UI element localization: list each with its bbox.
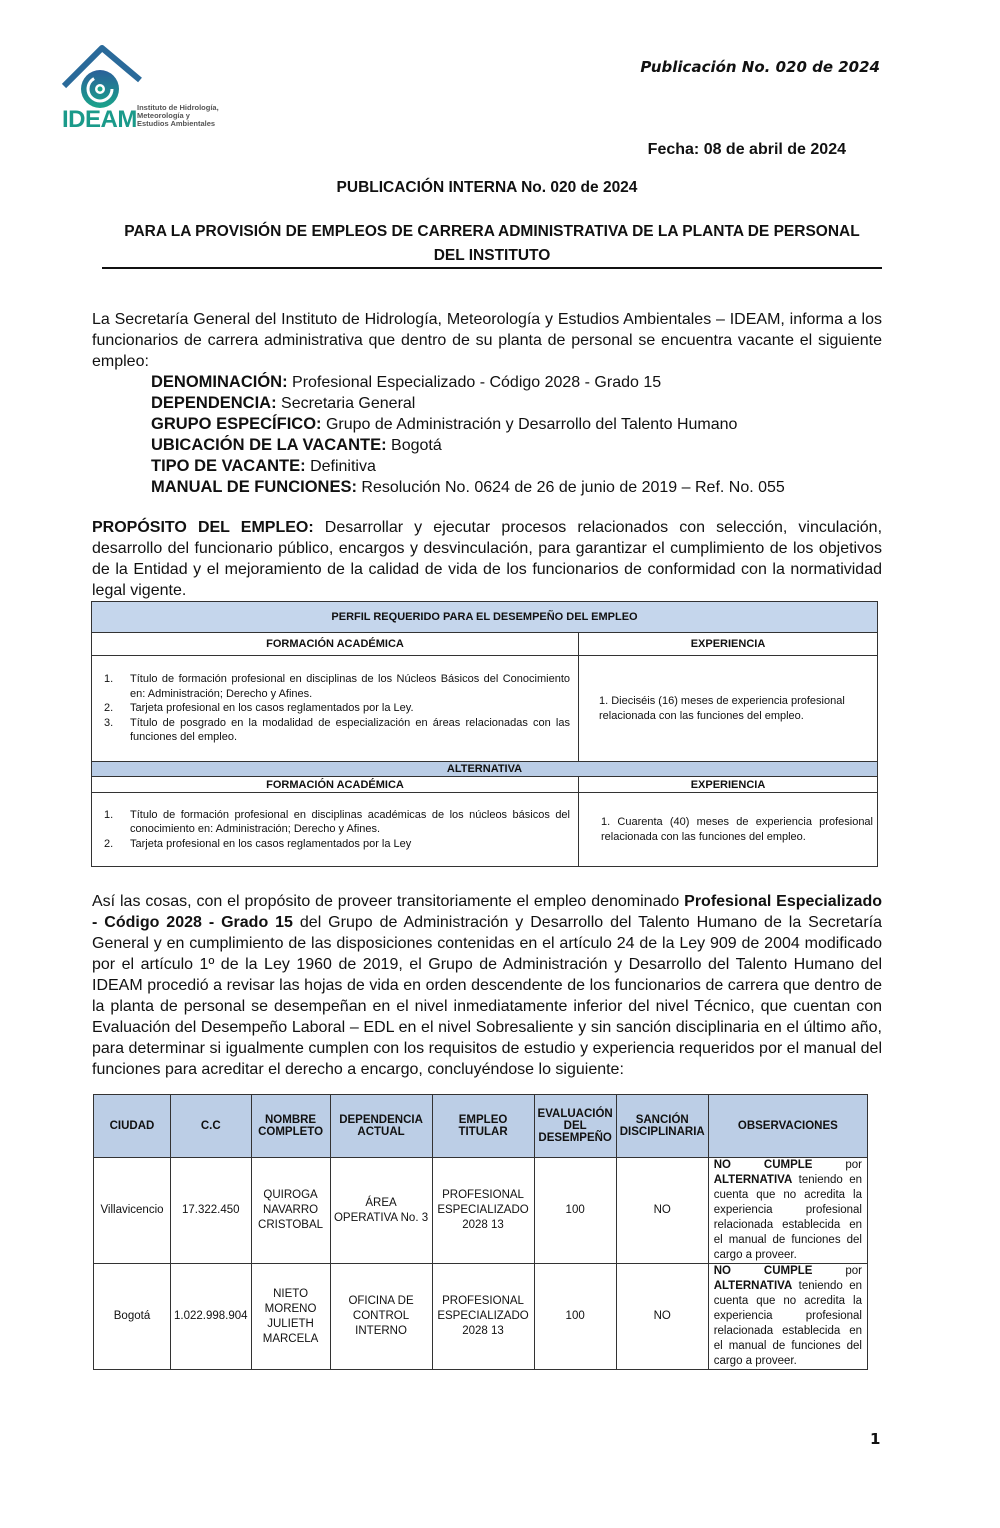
header-sancion: SANCIÓN DISCIPLINARIA: [616, 1095, 708, 1158]
field-dependencia: DEPENDENCIA: Secretaria General: [151, 394, 416, 412]
publication-number: Publicación No. 020 de 2024: [640, 58, 880, 76]
header-observaciones: OBSERVACIONES: [708, 1095, 867, 1158]
header-empleo: EMPLEO TITULAR: [432, 1095, 534, 1158]
cell-empleo: PROFESIONAL ESPECIALIZADO 2028 13: [432, 1264, 534, 1370]
experiencia-cell: 1. Dieciséis (16) meses de experiencia profesional relacionada con las funciones del empleo.: [579, 656, 878, 762]
alt-formacion-item: 2. Tarjeta profesional en los casos reglamentados por la Ley: [104, 837, 412, 850]
header-nombre: NOMBRE COMPLETO: [251, 1095, 330, 1158]
field-tipo: TIPO DE VACANTE: Definitiva: [151, 457, 376, 475]
alt-formacion-item: 1. Título de formación profesional en disciplinas académicas de los núcleos básicos del conocimiento en: Administración; Derecho y Afines.: [104, 808, 570, 836]
formacion-cell: [92, 656, 579, 762]
cell-observaciones: NO CUMPLE por ALTERNATIVA teniendo en cuenta que no acredita la experiencia profesional relacionada establecida en el manual de funciones del cargo a proveer.: [708, 1158, 867, 1264]
cell-evaluacion: 100: [534, 1158, 616, 1264]
formacion-item: 1. Título de formación profesional en disciplinas de los Núcleos Básicos del Conocimiento en: Administración; Derecho y Afines.: [104, 673, 570, 700]
purpose-paragraph: PROPÓSITO DEL EMPLEO: Desarrollar y ejecutar procesos relacionados con selección, vinculación, desarrollo del funcionario público, encargos y desvinculación, para garantizar el cumplimiento de los objetivos de la Entidad y el mejoramiento de la calidad de vida de los funcionarios de conformidad con la normatividad legal vigente.: [92, 519, 883, 599]
page-number: 1: [870, 1430, 881, 1448]
cell-ciudad: Bogotá: [94, 1264, 171, 1370]
cell-dependencia: ÁREA OPERATIVA No. 3: [330, 1158, 432, 1264]
header-ciudad: CIUDAD: [94, 1095, 171, 1158]
profile-table: [91, 601, 878, 867]
logo-subtitle: Instituto de Hidrología, Meteorología y Estudios Ambientales: [137, 103, 219, 128]
cell-evaluacion: 100: [534, 1264, 616, 1370]
cell-cc: 17.322.450: [171, 1158, 252, 1264]
table-row: [94, 1158, 868, 1264]
alt-col-formacion: FORMACIÓN ACADÉMICA: [92, 777, 579, 793]
alternativa-label: ALTERNATIVA: [92, 762, 878, 777]
field-ubicacion: UBICACIÓN DE LA VACANTE: Bogotá: [151, 436, 442, 454]
cell-dependencia: OFICINA DE CONTROL INTERNO: [330, 1264, 432, 1370]
candidates-header-row: [94, 1095, 868, 1158]
cell-sancion: NO: [616, 1158, 708, 1264]
document-title: PUBLICACIÓN INTERNA No. 020 de 2024: [336, 179, 638, 196]
header-dependencia: DEPENDENCIA ACTUAL: [330, 1095, 432, 1158]
field-grupo: GRUPO ESPECÍFICO: Grupo de Administración y Desarrollo del Talento Humano: [151, 415, 738, 433]
cell-nombre: QUIROGA NAVARRO CRISTOBAL: [251, 1158, 330, 1264]
table-row: [94, 1264, 868, 1370]
header-cc: C.C: [171, 1095, 252, 1158]
ideam-logo: [60, 44, 230, 134]
title-divider: [102, 267, 882, 269]
review-paragraph: Así las cosas, con el propósito de proveer transitoriamente el empleo denominado Profesional Especializado - Código 2028 - Grado 15 del Grupo de Administración y Desarrollo del Talento Humano de la Secretaría General y en cumplimiento de las disposiciones contenidas en el artículo 24 de la Ley 909 de 2004 modificado por el artículo 1º de la Ley 1960 de 2019, el Grupo de Administración y Desarrollo del Talento Humano del IDEAM procedió a revisar las hojas de vida en orden descendente de los funcionarios de carrera que dentro de la planta de personal se desempeñan en el nivel inmediatamente inferior del nivel Técnico, que cuentan con Evaluación del Desempeño Laboral – EDL en el nivel Sobresaliente y sin sanción disciplinaria en el último año, para determinar si igualmente cumplen con los requisitos de estudio y experiencia requeridos por el manual del funciones para acreditar el derecho a encargo, concluyéndose lo siguiente:: [92, 893, 882, 1078]
publication-date: Fecha: 08 de abril de 2024: [647, 141, 846, 158]
header-evaluacion: EVALUACIÓN DEL DESEMPEÑO: [534, 1095, 616, 1158]
formacion-item: 3. Título de posgrado en la modalidad de especialización en áreas relacionadas con las funciones del empleo.: [104, 716, 570, 744]
field-manual: MANUAL DE FUNCIONES: Resolución No. 0624 de 26 de junio de 2019 – Ref. No. 055: [151, 478, 785, 496]
alt-col-experiencia: EXPERIENCIA: [579, 777, 878, 793]
alt-experiencia-cell: 1. Cuarenta (40) meses de experiencia profesional relacionada con las funciones del empleo.: [579, 793, 878, 867]
vacancy-fields: [151, 372, 785, 498]
cell-nombre: NIETO MORENO JULIETH MARCELA: [251, 1264, 330, 1370]
intro-paragraph: La Secretaría General del Instituto de Hidrología, Meteorología y Estudios Ambientales – IDEAM, informa a los funcionarios de carrera administrativa que dentro de su planta de personal se encuentra vacante el siguiente empleo:: [92, 311, 882, 370]
cell-ciudad: Villavicencio: [94, 1158, 171, 1264]
logo-wordmark: IDEAM: [62, 106, 137, 133]
cell-observaciones: NO CUMPLE por ALTERNATIVA teniendo en cuenta que no acredita la experiencia profesional relacionada establecida en el manual de funciones del cargo a proveer.: [708, 1264, 867, 1370]
field-denominacion: DENOMINACIÓN: Profesional Especializado - Código 2028 - Grado 15: [151, 373, 662, 391]
cell-sancion: NO: [616, 1264, 708, 1370]
col-formacion: FORMACIÓN ACADÉMICA: [92, 633, 579, 656]
document-subtitle: PARA LA PROVISIÓN DE EMPLEOS DE CARRERA ADMINISTRATIVA DE LA PLANTA DE PERSONAL DEL INSTITUTO: [124, 223, 860, 264]
alt-formacion-cell: [92, 793, 579, 867]
profile-table-title: PERFIL REQUERIDO PARA EL DESEMPEÑO DEL EMPLEO: [92, 602, 878, 633]
formacion-item: 2. Tarjeta profesional en los casos reglamentados por la Ley.: [104, 702, 414, 715]
cell-empleo: PROFESIONAL ESPECIALIZADO 2028 13: [432, 1158, 534, 1264]
col-experiencia: EXPERIENCIA: [579, 633, 878, 656]
cell-cc: 1.022.998.904: [171, 1264, 252, 1370]
candidates-table: [93, 1094, 868, 1370]
